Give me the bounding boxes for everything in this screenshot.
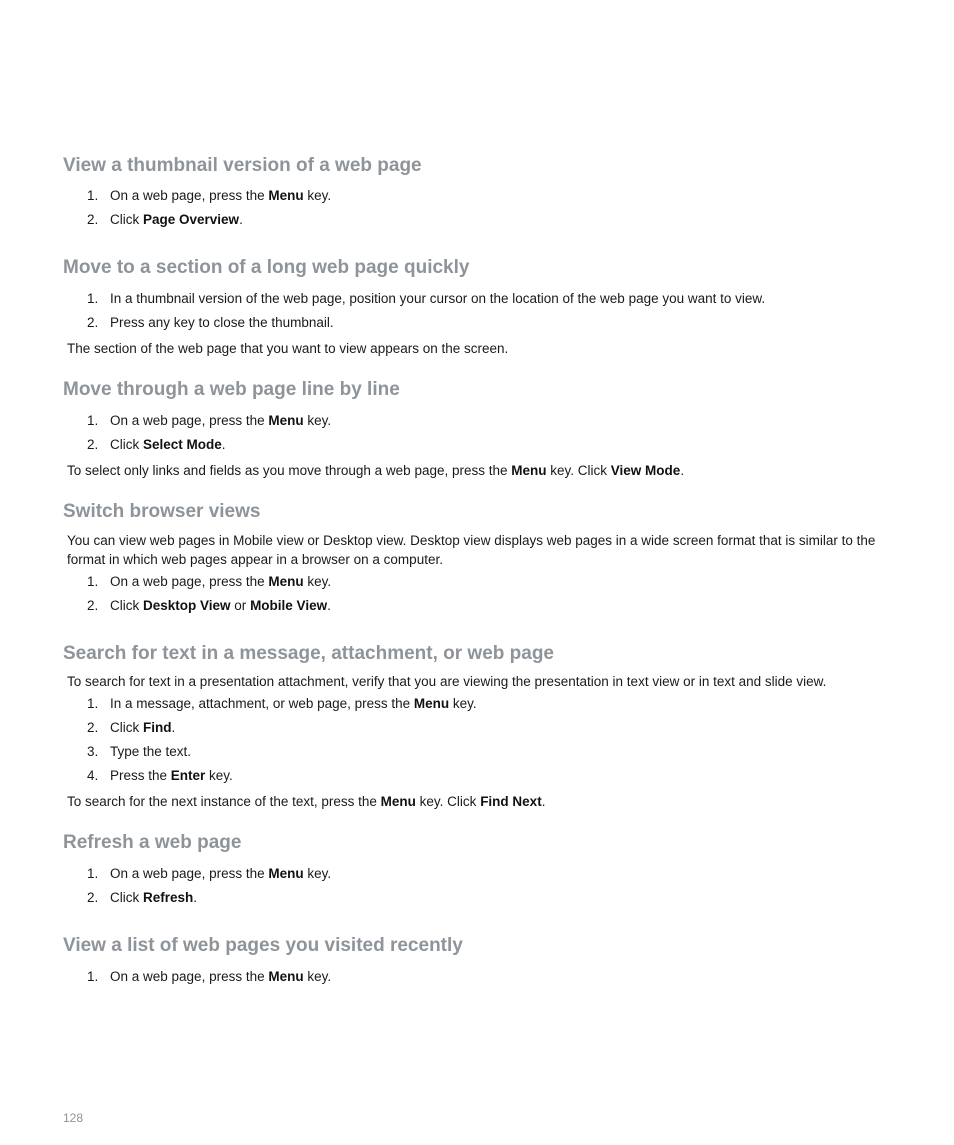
step	[87, 413, 331, 428]
step-text: .	[221, 437, 226, 452]
step-text: key.	[205, 768, 233, 783]
step-text: key.	[303, 413, 332, 428]
option-mobile-view: Mobile View	[250, 598, 328, 613]
step-number: 3.	[87, 744, 99, 759]
step	[87, 291, 765, 306]
heading-line-by-line: Move through a web page line by line	[63, 379, 400, 400]
step-text: In a message, attachment, or web page, press the	[110, 696, 414, 711]
step	[87, 744, 191, 759]
step-text: key.	[303, 574, 332, 589]
step-text: On a web page, press the	[110, 188, 269, 203]
step-number: 1.	[87, 291, 99, 306]
step	[87, 969, 331, 984]
step-text: key.	[303, 188, 332, 203]
option-page-overview: Page Overview	[143, 212, 240, 227]
step	[87, 315, 334, 330]
note-text: key. Click	[546, 463, 611, 478]
step-text: Click	[110, 598, 143, 613]
key-menu: Menu	[268, 574, 304, 589]
step-number: 2.	[87, 437, 99, 452]
step-text: .	[327, 598, 331, 613]
option-find: Find	[143, 720, 172, 735]
note-text: To search for the next instance of the text, press the	[67, 794, 381, 809]
key-menu: Menu	[268, 969, 304, 984]
step-text: key.	[449, 696, 477, 711]
step	[87, 720, 175, 735]
option-desktop-view: Desktop View	[143, 598, 231, 613]
step-number: 1.	[87, 696, 99, 711]
step	[87, 696, 477, 711]
key-menu: Menu	[413, 696, 450, 711]
step	[87, 574, 331, 589]
step-text: Click	[110, 890, 143, 905]
step-text: .	[171, 720, 176, 735]
step	[87, 768, 233, 783]
step-number: 1.	[87, 969, 99, 984]
step-number: 2.	[87, 598, 99, 613]
step-number: 2.	[87, 720, 99, 735]
step-text: On a web page, press the	[110, 969, 269, 984]
step-text: On a web page, press the	[110, 413, 269, 428]
key-menu: Menu	[268, 188, 304, 203]
step-number: 2.	[87, 315, 99, 330]
step-number: 4.	[87, 768, 99, 783]
step-text: .	[239, 212, 243, 227]
note-text: key. Click	[415, 794, 481, 809]
key-enter: Enter	[170, 768, 206, 783]
intro-paragraph: To search for text in a presentation attachment, verify that you are viewing the presentation in text view or in text and slide view.	[67, 674, 827, 689]
step-text: or	[230, 598, 251, 613]
heading-thumbnail: View a thumbnail version of a web page	[63, 155, 422, 176]
note-text: To select only links and fields as you move through a web page, press the	[67, 463, 512, 478]
step-text: In a thumbnail version of the web page, position your cursor on the location of the web page you want to view.	[110, 291, 766, 306]
note-text: .	[541, 794, 546, 809]
option-refresh: Refresh	[143, 890, 194, 905]
step-number: 1.	[87, 574, 99, 589]
note	[67, 792, 545, 811]
key-menu: Menu	[268, 866, 304, 881]
step-number: 2.	[87, 212, 99, 227]
step	[87, 866, 331, 881]
step	[87, 437, 226, 452]
step-text: Type the text.	[110, 744, 192, 759]
step-text: key.	[303, 866, 332, 881]
intro-paragraph: You can view web pages in Mobile view or Desktop view. Desktop view displays web pages in a wide screen format that is similar to the format in which web pages appear in a browser on a computer.	[67, 533, 876, 567]
heading-visited-pages: View a list of web pages you visited recently	[63, 935, 463, 956]
key-menu: Menu	[268, 413, 304, 428]
step-text: .	[193, 890, 198, 905]
step-text: Click	[110, 437, 143, 452]
key-menu: Menu	[380, 794, 416, 809]
page-number: 128	[63, 1111, 84, 1125]
heading-move-to-section: Move to a section of a long web page quickly	[63, 257, 470, 278]
step-number: 1.	[87, 188, 99, 203]
step	[87, 890, 197, 905]
step-text: Press the	[110, 768, 171, 783]
key-menu: Menu	[511, 463, 547, 478]
heading-switch-views: Switch browser views	[63, 501, 261, 522]
note: The section of the web page that you want to view appears on the screen.	[67, 341, 509, 356]
heading-refresh: Refresh a web page	[63, 832, 242, 853]
step-number: 1.	[87, 413, 99, 428]
step-text: On a web page, press the	[110, 866, 269, 881]
step	[87, 598, 331, 613]
step	[87, 212, 243, 227]
step-number: 2.	[87, 890, 99, 905]
note-text: .	[680, 463, 685, 478]
step	[87, 188, 331, 203]
option-find-next: Find Next	[480, 794, 542, 809]
step-text: Click	[110, 212, 143, 227]
step-number: 1.	[87, 866, 99, 881]
step-text: On a web page, press the	[110, 574, 269, 589]
step-text: Click	[110, 720, 143, 735]
heading-search-text: Search for text in a message, attachment, or web page	[63, 643, 554, 664]
option-select-mode: Select Mode	[143, 437, 222, 452]
step-text: key.	[303, 969, 332, 984]
note	[67, 461, 684, 480]
step-text: Press any key to close the thumbnail.	[110, 315, 334, 330]
option-view-mode: View Mode	[610, 463, 681, 478]
